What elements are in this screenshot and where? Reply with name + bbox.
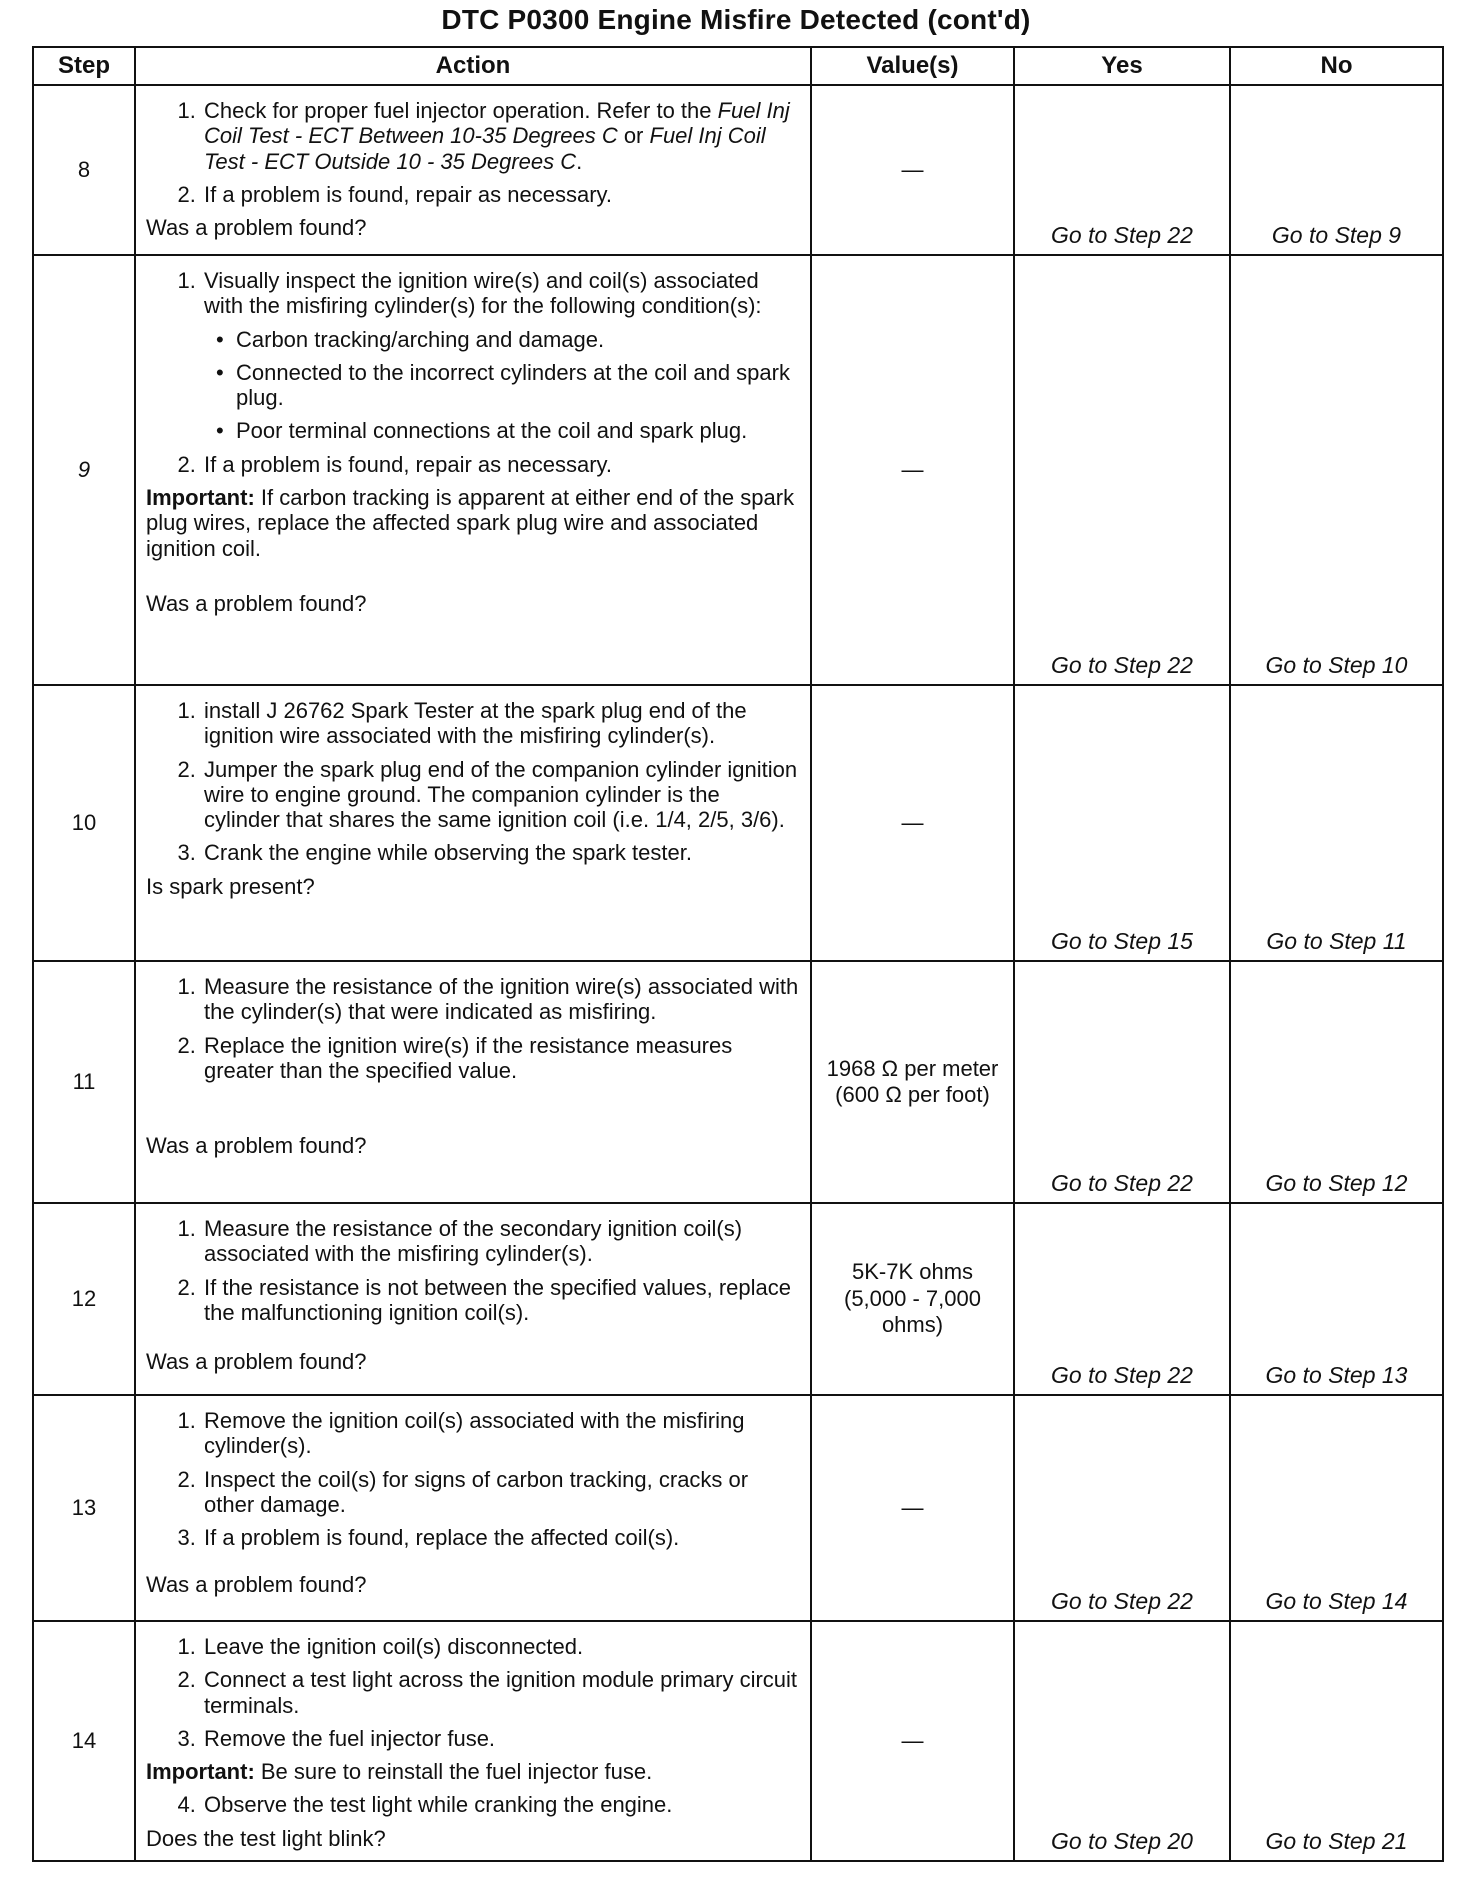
table-row — [33, 1203, 1443, 1395]
action-step: 1. Check for proper fuel injector operation. Refer to the Fuel Inj Coil Test - ECT Between 10-35 Degrees C or Fuel Inj Coil Test - ECT Outside 10 - 35 Degrees C. — [202, 98, 800, 174]
value-cell: — — [811, 1395, 1014, 1621]
important-note: Important: Be sure to reinstall the fuel injector fuse. — [146, 1759, 653, 1785]
action-step: 4. Observe the test light while cranking the engine. — [202, 1792, 800, 1817]
action-step: 1. Measure the resistance of the secondary ignition coil(s) associated with the misfiring cylinder(s). — [202, 1216, 800, 1267]
action-cell — [135, 85, 811, 255]
header-step: Step — [33, 47, 135, 85]
header-yes: Yes — [1014, 47, 1230, 85]
step-number: 13 — [33, 1395, 135, 1621]
step-number: 14 — [33, 1621, 135, 1861]
table-row — [33, 1395, 1443, 1621]
action-step: 1. Leave the ignition coil(s) disconnected. — [202, 1634, 800, 1659]
question: Was a problem found? — [146, 215, 367, 241]
table-row — [33, 961, 1443, 1203]
diagnostic-table — [32, 46, 1444, 1862]
no-cell: Go to Step 9 — [1230, 85, 1443, 255]
action-cell — [135, 255, 811, 685]
table-row — [33, 1621, 1443, 1861]
bullet-item: • Poor terminal connections at the coil and spark plug. — [234, 418, 800, 443]
action-step: 1. Visually inspect the ignition wire(s) and coil(s) associated with the misfiring cylinder(s) for the following condition(s): • Carbon tracking/arching and damage. • Connected to the incorrect cylinders at the coil and spark plug. • Poor terminal connections at the coil and spark plug. — [202, 268, 800, 444]
yes-cell: Go to Step 22 — [1014, 255, 1230, 685]
action-step: 2. If the resistance is not between the specified values, replace the malfunctioning ignition coil(s). — [202, 1275, 800, 1326]
action-cell — [135, 1621, 811, 1861]
yes-cell: Go to Step 22 — [1014, 961, 1230, 1203]
action-step: 1. Measure the resistance of the ignition wire(s) associated with the cylinder(s) that were indicated as misfiring. — [202, 974, 800, 1025]
action-step: 1. install J 26762 Spark Tester at the spark plug end of the ignition wire associated with the misfiring cylinder(s). — [202, 698, 800, 749]
step-number: 9 — [33, 255, 135, 685]
action-step: 3. If a problem is found, replace the affected coil(s). — [202, 1525, 800, 1550]
action-step: 2. Connect a test light across the ignition module primary circuit terminals. — [202, 1667, 800, 1718]
question: Was a problem found? — [146, 590, 367, 616]
yes-cell: Go to Step 20 — [1014, 1621, 1230, 1861]
header-values: Value(s) — [811, 47, 1014, 85]
action-step: 2. If a problem is found, repair as necessary. — [202, 182, 800, 207]
action-step: 1. Remove the ignition coil(s) associated with the misfiring cylinder(s). — [202, 1408, 800, 1459]
table-row — [33, 685, 1443, 961]
question: Was a problem found? — [146, 1349, 367, 1375]
yes-cell: Go to Step 15 — [1014, 685, 1230, 961]
value-cell: 1968 Ω per meter (600 Ω per foot) — [811, 961, 1014, 1203]
action-step: 3. Crank the engine while observing the spark tester. — [202, 840, 800, 865]
no-cell: Go to Step 21 — [1230, 1621, 1443, 1861]
action-step: 2. Replace the ignition wire(s) if the resistance measures greater than the specified value. — [202, 1033, 800, 1084]
header-row — [33, 47, 1443, 85]
action-cell — [135, 685, 811, 961]
step-number: 10 — [33, 685, 135, 961]
no-cell: Go to Step 11 — [1230, 685, 1443, 961]
action-step: 3. Remove the fuel injector fuse. — [202, 1726, 800, 1751]
action-step: 2. Jumper the spark plug end of the companion cylinder ignition wire to engine ground. The companion cylinder is the cylinder that shares the same ignition coil (i.e. 1/4, 2/5, 3/6). — [202, 757, 800, 833]
header-no: No — [1230, 47, 1443, 85]
action-cell — [135, 1395, 811, 1621]
yes-cell: Go to Step 22 — [1014, 85, 1230, 255]
table-row — [33, 255, 1443, 685]
value-cell: — — [811, 85, 1014, 255]
no-cell: Go to Step 13 — [1230, 1203, 1443, 1395]
important-note: Important: If carbon tracking is apparent at either end of the spark plug wires, replace the affected spark plug wire and associated ignition coil. — [146, 485, 795, 561]
page-title: DTC P0300 Engine Misfire Detected (cont'd) — [441, 4, 1031, 35]
yes-cell: Go to Step 22 — [1014, 1203, 1230, 1395]
yes-cell: Go to Step 22 — [1014, 1395, 1230, 1621]
action-cell — [135, 961, 811, 1203]
action-step: 2. If a problem is found, repair as necessary. — [202, 452, 800, 477]
value-cell: 5K-7K ohms (5,000 - 7,000 ohms) — [811, 1203, 1014, 1395]
question: Is spark present? — [146, 873, 315, 899]
action-cell — [135, 1203, 811, 1395]
no-cell: Go to Step 14 — [1230, 1395, 1443, 1621]
no-cell: Go to Step 10 — [1230, 255, 1443, 685]
step-number: 11 — [33, 961, 135, 1203]
value-cell: — — [811, 255, 1014, 685]
step-number: 8 — [33, 85, 135, 255]
question: Was a problem found? — [146, 1133, 367, 1159]
action-step: 2. Inspect the coil(s) for signs of carbon tracking, cracks or other damage. — [202, 1467, 800, 1518]
question: Does the test light blink? — [146, 1825, 386, 1851]
step-number: 12 — [33, 1203, 135, 1395]
question: Was a problem found? — [146, 1572, 367, 1598]
bullet-item: • Connected to the incorrect cylinders at the coil and spark plug. — [234, 360, 800, 411]
value-cell: — — [811, 685, 1014, 961]
value-cell: — — [811, 1621, 1014, 1861]
header-action: Action — [135, 47, 811, 85]
bullet-item: • Carbon tracking/arching and damage. — [234, 327, 800, 352]
table-row — [33, 85, 1443, 255]
no-cell: Go to Step 12 — [1230, 961, 1443, 1203]
